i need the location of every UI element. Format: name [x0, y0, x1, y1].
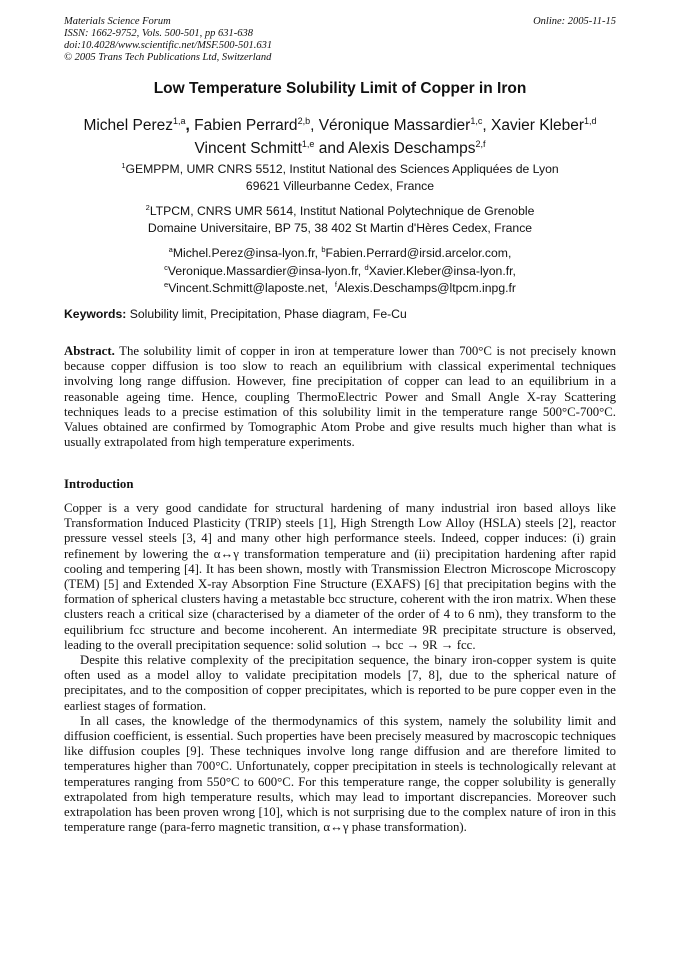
keywords-label: Keywords:	[64, 307, 127, 321]
author-sup: 2,b	[297, 116, 311, 126]
online-date: Online: 2005-11-15	[533, 16, 616, 27]
paper-title: Low Temperature Solubility Limit of Copper in Iron	[153, 80, 527, 97]
author-name: Vincent Schmitt	[194, 140, 302, 158]
affiliation-text: LTPCM, CNRS UMR 5614, Institut National Polytechnique de Grenoble	[149, 204, 535, 219]
journal-name: Materials Science Forum	[64, 16, 171, 27]
author-sup: 1,c	[470, 116, 483, 126]
author-list	[64, 112, 616, 158]
email-address: Michel.Perez@insa-lyon.fr	[172, 246, 315, 261]
affiliation-1	[64, 156, 616, 177]
section-heading-introduction: Introduction	[64, 477, 134, 491]
introduction-body	[64, 501, 616, 835]
paragraph: Copper is a very good candidate for structural hardening of many industrial iron based alloys like Transformation Induced Plasticity (TRIP) steels [1], High Strength Low Alloy (HSLA) steels [2], reactor pressure vessel steels [3, 4] and many other high performance steels. Indeed, copper induces: (i) grain refinement by lowering the α↔γ transformation temperature and (ii) precipitation hardening after rapid cooling and tempering [4]. It has been shown, mostly with Transmission Electron Microscope Microscopy (TEM) [5] and Extended X-ray Absorption Fine Structure (EXAFS) [6] that precipitation begins with the formation of spherical clusters having a metastable bcc structure, coherent with the iron matrix. When these clusters reach a critical size (characterised by a diameter of the order of 4 to 6 nm), they transform to the equilibrium fcc structure and become incoherent. An intermediate 9R precipitate structure is observed, leading to the overall precipitation sequence: solid solution → bcc → 9R → fcc.	[64, 501, 616, 652]
email-address: Alexis.Deschamps@ltpcm.inpg.fr	[336, 281, 516, 296]
affiliation-1-address: 69621 Villeurbanne Cedex, France	[245, 179, 435, 193]
author-sup: 2,f	[475, 139, 486, 150]
copyright-line: © 2005 Trans Tech Publications Ltd, Switzerland	[64, 52, 272, 63]
doi-line: doi:10.4028/www.scientific.net/MSF.500-501.631	[64, 40, 273, 51]
author-name: Michel Perez	[83, 117, 174, 135]
author-name: Alexis Deschamps	[348, 140, 476, 158]
author-sup: 1,d	[584, 116, 597, 126]
keywords-text: Solubility limit, Precipitation, Phase diagram, Fe-Cu	[129, 307, 407, 321]
email-line-1: $^a$Michel.Perez@insa-lyon.fr, $^b$Fabien.Perrard@irsid.arcelor.com,	[168, 245, 512, 261]
email-sup: e	[164, 280, 169, 290]
author-line-2: Vincent Schmitt$^{1,e}$ and Alexis Deschamps$^{2,f}$	[194, 139, 486, 158]
publication-header	[64, 16, 616, 64]
author-name: Fabien Perrard	[194, 117, 298, 135]
abstract-label: Abstract.	[64, 344, 115, 358]
email-line-3: $^e$Vincent.Schmitt@laposte.net, $^f$Alexis.Deschamps@ltpcm.inpg.fr	[164, 280, 516, 296]
affiliation-sup: 2	[145, 203, 150, 212]
email-address: Veronique.Massardier@insa-lyon.fr	[167, 263, 358, 278]
paragraph: Despite this relative complexity of the precipitation sequence, the binary iron-copper system is quite often used as a model alloy to validate precipitation models [7, 8], due to the spherical nature of precipitates, and to the composition of copper precipitates, which is reported to be pure copper even in the earliest stages of formation.	[64, 653, 616, 713]
author-sup: 1,e	[301, 139, 315, 150]
affiliation-text: GEMPPM, UMR CNRS 5512, Institut National des Sciences Appliquées de Lyon	[125, 162, 559, 177]
abstract-text: The solubility limit of copper in iron at temperature lower than 700°C is not precisely known because copper diffusion is too slow to reach an equilibrium with classical experimental techniques involving long range diffusion. However, fine precipitation of copper can lead to an equilibrium in a reasonable ageing time. Hence, coupling ThermoElectric Power and Small Angle X-ray Scattering techniques leads to a precise estimation of this solubility limit in the temperature range 500°C-700°C. Values obtained are confirmed by Tomographic Atom Probe and give results much higher than what is usually extrapolated from high temperature experiments.	[64, 344, 616, 450]
email-sup: b	[321, 245, 326, 254]
issn-line: ISSN: 1662-9752, Vols. 500-501, pp 631-638	[64, 28, 253, 39]
email-list	[64, 243, 616, 296]
author-sup: 1,a	[173, 116, 186, 126]
email-line-2: $^c$Veronique.Massardier@insa-lyon.fr, $^d$Xavier.Kleber@insa-lyon.fr,	[164, 262, 516, 278]
affiliations	[64, 156, 616, 240]
author-name: Véronique Massardier	[318, 117, 471, 135]
email-address: Fabien.Perrard@irsid.arcelor.com	[325, 246, 508, 261]
email-sup: c	[164, 262, 168, 272]
affiliation-2	[64, 198, 616, 219]
email-sup: f	[334, 280, 337, 290]
affiliation-sup: 1	[121, 161, 126, 170]
keywords	[64, 307, 616, 321]
affiliation-2-address: Domaine Universitaire, BP 75, 38 402 St Martin d'Hères Cedex, France	[147, 221, 533, 235]
email-sup: a	[168, 245, 173, 254]
author-line-1: Michel Perez$^{1,a}$, Fabien Perrard$^{2,b}$, Véronique Massardier$^{1,c}$, Xavier Kleber$^{1,d}$	[83, 116, 597, 135]
email-address: Vincent.Schmitt@laposte.net	[168, 281, 325, 296]
email-address: Xavier.Kleber@insa-lyon.fr	[368, 263, 513, 278]
paragraph: In all cases, the knowledge of the thermodynamics of this system, namely the solubility limit and diffusion coefficient, is essential. Such properties have been precisely measured by macroscopic techniques like diffusion couples [9]. These techniques involve long range diffusion and are therefore limited to temperatures higher than 700°C. Unfortunately, copper precipitation in steels is technologically relevant at temperatures ranging from 550°C to 600°C. For this temperature range, the copper solubility is generally extrapolated from high temperature results, which may lead to important discrepancies. Moreover such extrapolation has been proven wrong [10], which is not surprising due to the complex nature of iron in this temperature range (para-ferro magnetic transition, α↔γ phase transformation).	[64, 713, 616, 835]
abstract	[64, 344, 616, 450]
email-sup: d	[364, 262, 369, 272]
author-name: Xavier Kleber	[490, 117, 585, 135]
